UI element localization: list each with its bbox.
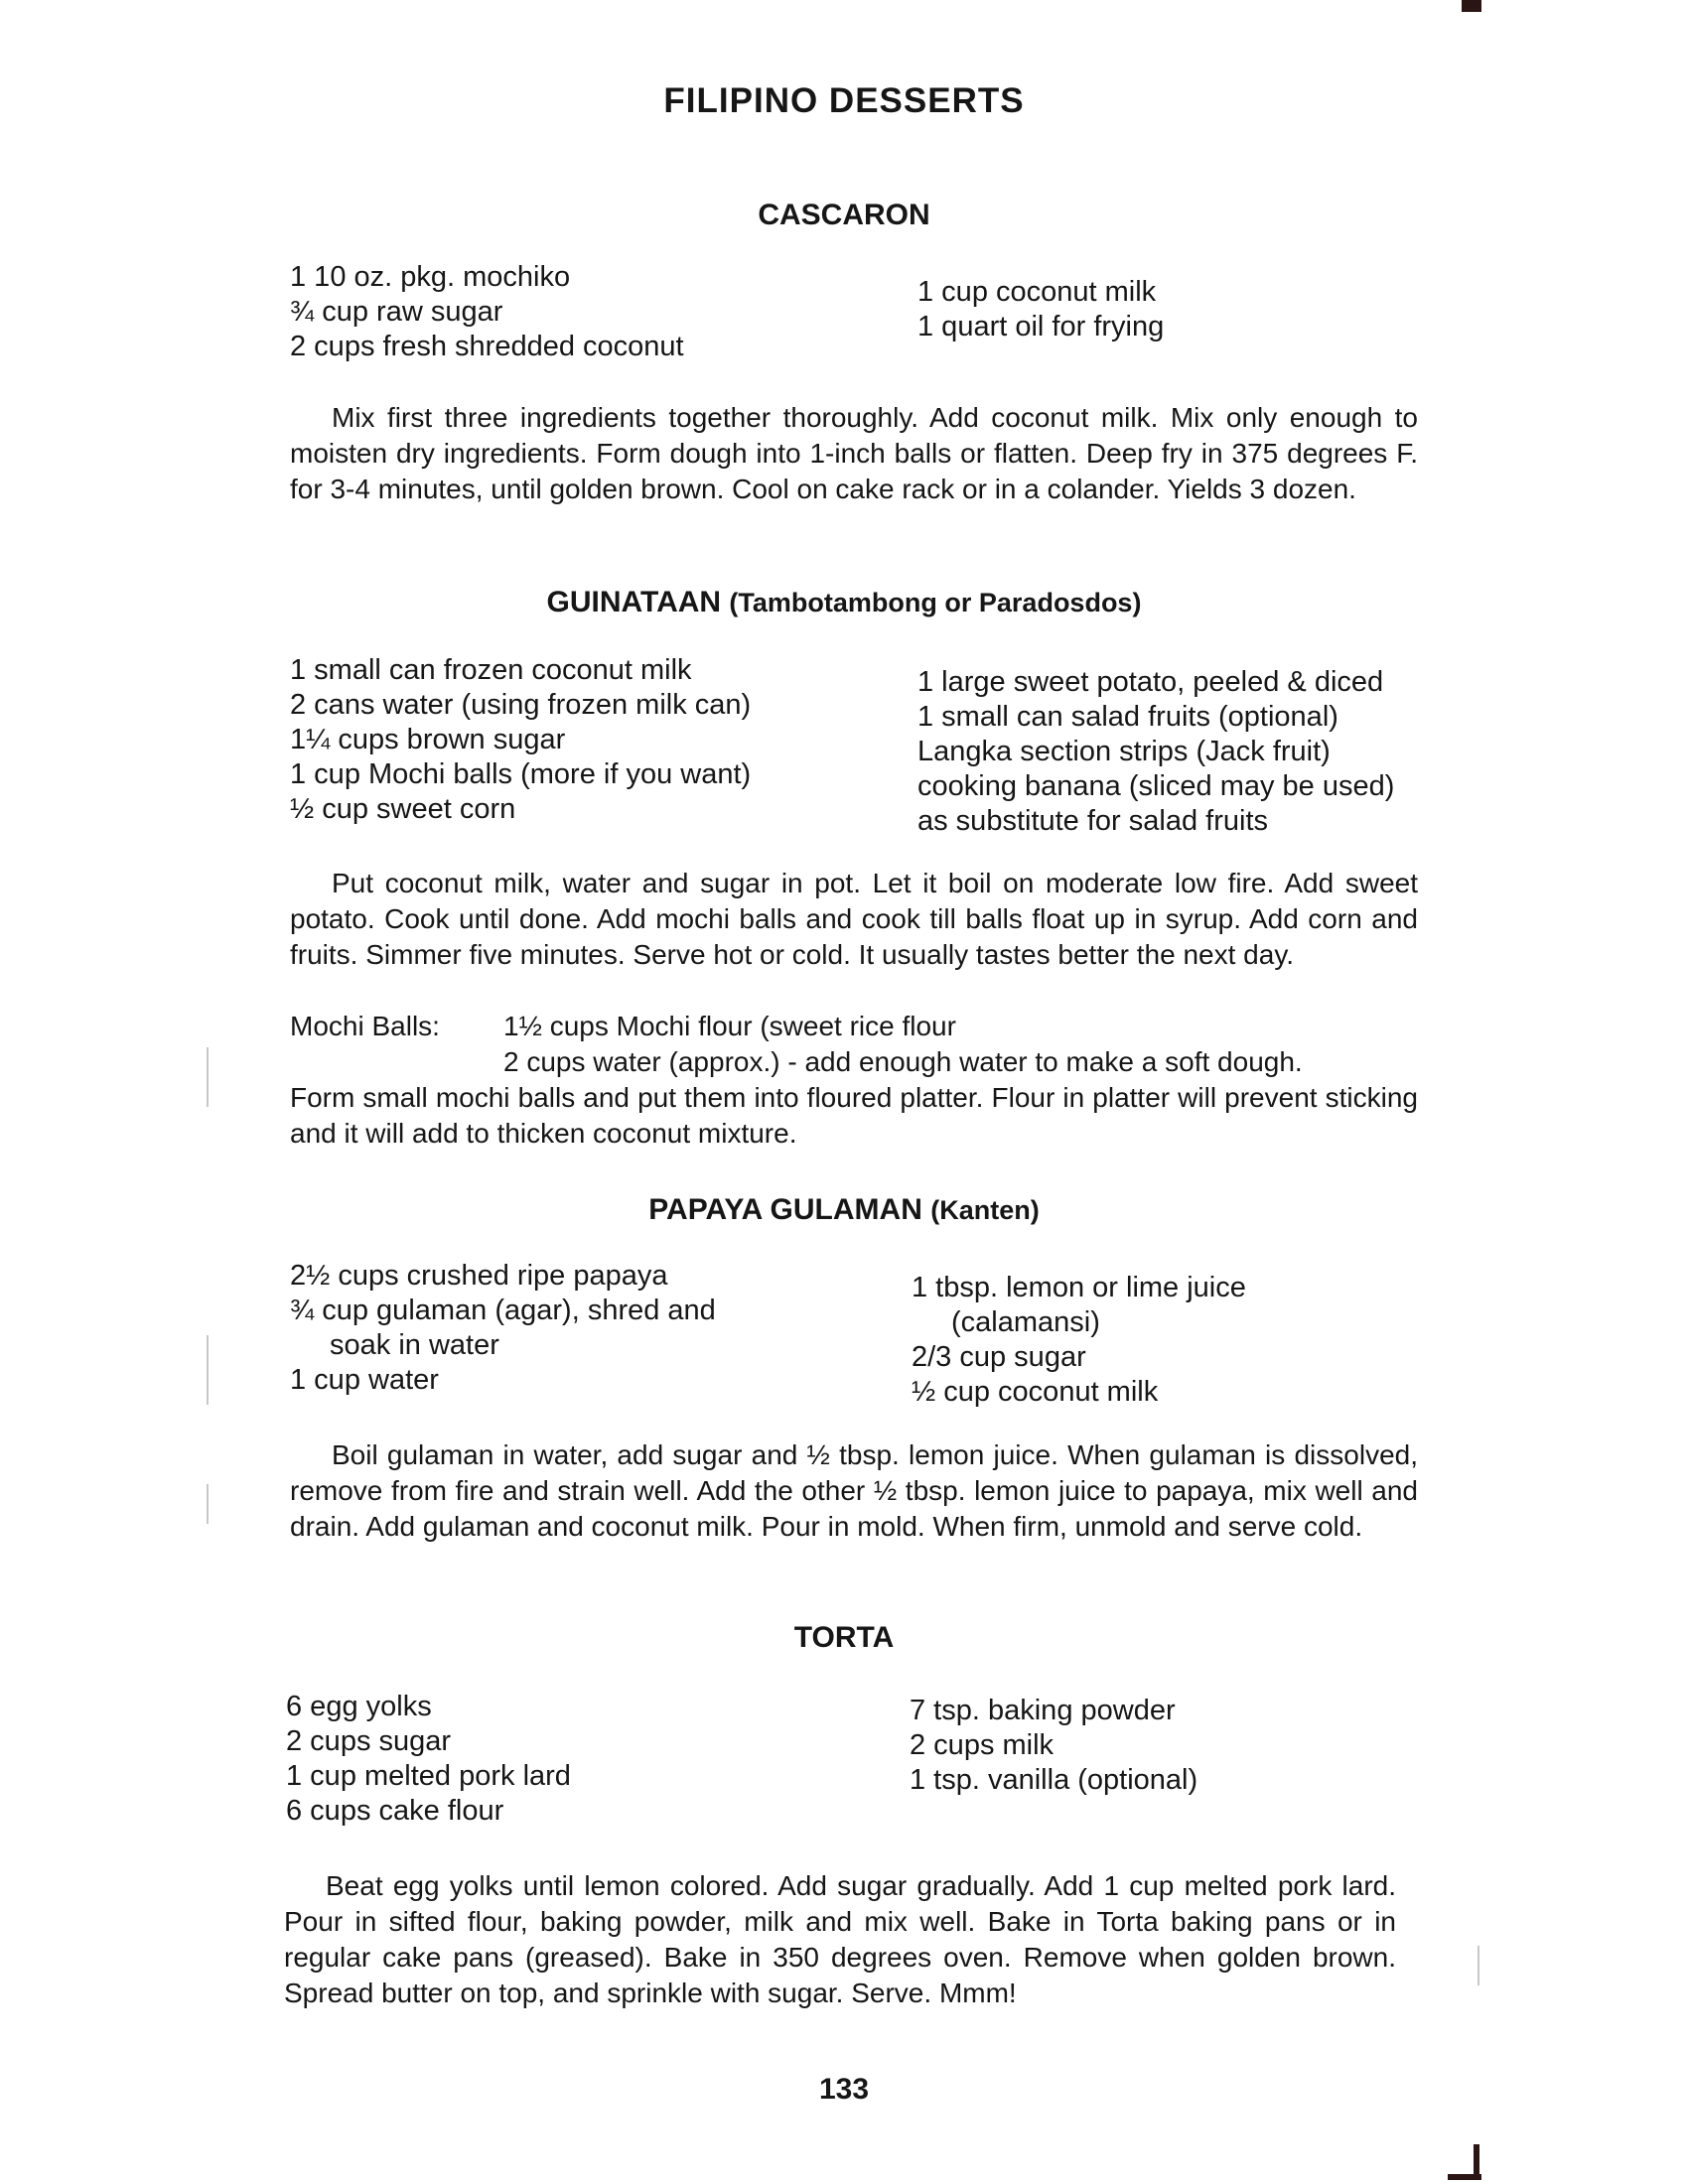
ingredient: 1 cup Mochi balls (more if you want) <box>290 758 752 790</box>
ingredient: 1¼ cups brown sugar <box>290 724 566 755</box>
scan-edge-mark <box>207 1335 209 1405</box>
ingredient: cooking banana (sliced may be used) <box>917 770 1395 802</box>
ingredient: ¾ cup gulaman (agar), shred and <box>290 1295 716 1326</box>
scan-edge-mark <box>207 1484 209 1524</box>
ingredient: ½ cup coconut milk <box>912 1376 1159 1408</box>
ingredient: 1 quart oil for frying <box>917 311 1165 342</box>
papaya-ingredients-left <box>290 1259 716 1398</box>
mochi-balls-line1: 1½ cups Mochi flour (sweet rice flour <box>503 1011 956 1041</box>
ingredient: ¾ cup raw sugar <box>290 296 503 328</box>
papaya-ingredients-right <box>912 1271 1246 1410</box>
ingredient: 2 cups sugar <box>286 1725 452 1757</box>
recipe-title-cascaron: CASCARON <box>758 199 930 231</box>
torta-ingredients-left <box>286 1690 571 1829</box>
ingredient: 6 cups cake flour <box>286 1795 504 1827</box>
ingredient: as substitute for salad fruits <box>917 805 1268 837</box>
ingredient: 1 small can salad fruits (optional) <box>917 701 1338 733</box>
ingredient: ½ cup sweet corn <box>290 793 516 825</box>
mochi-balls-label: Mochi Balls: <box>290 1011 440 1041</box>
ingredient: 2/3 cup sugar <box>912 1341 1086 1373</box>
mochi-balls-note <box>290 1009 1418 1152</box>
papaya-directions: Boil gulaman in water, add sugar and ½ tbsp. lemon juice. When gulaman is dissolved, remove from fire and strain well. Add the other ½ tbsp. lemon juice to papaya, mix well and drain. Add gulaman and coconut milk. Pour in mold. When firm, unmold and serve cold. <box>290 1439 1418 1542</box>
recipe-title-text: PAPAYA GULAMAN <box>648 1193 922 1226</box>
ingredient: 1 small can frozen coconut milk <box>290 654 692 686</box>
ingredient: 2 cups fresh shredded coconut <box>290 331 684 362</box>
recipe-title-torta: TORTA <box>793 1621 895 1654</box>
scan-corner-mark <box>1474 2144 1479 2178</box>
ingredient: 1 cup water <box>290 1364 439 1396</box>
scan-corner-mark <box>1462 0 1481 12</box>
cascaron-directions: Mix first three ingredients together thoroughly. Add coconut milk. Mix only enough to moisten dry ingredients. Form dough into 1-inch balls or flatten. Deep fry in 375 degrees F. for 3-4 minutes, until golden brown. Cool on cake rack or in a colander. Yields 3 dozen. <box>290 402 1418 504</box>
ingredient: 1 large sweet potato, peeled & diced <box>917 666 1384 698</box>
scan-edge-mark <box>1477 1946 1479 1985</box>
scan-edge-mark <box>207 1047 209 1107</box>
ingredient: (calamansi) <box>951 1306 1100 1338</box>
page-number: 133 <box>818 2073 870 2106</box>
ingredient: 2½ cups crushed ripe papaya <box>290 1260 668 1292</box>
torta-ingredients-right <box>910 1694 1197 1798</box>
recipe-title-papaya-gulaman <box>0 1193 1688 1227</box>
recipe-title-text: GUINATAAN <box>546 586 722 618</box>
mochi-balls-instructions: Form small mochi balls and put them into floured platter. Flour in platter will prevent sticking and it will add to thicken coconut mixture. <box>290 1082 1418 1149</box>
ingredient: 1 cup melted pork lard <box>286 1760 571 1792</box>
mochi-balls-line2: 2 cups water (approx.) - add enough water to make a soft dough. <box>503 1046 1303 1077</box>
guinataan-ingredients-right <box>917 665 1394 839</box>
ingredient: 2 cups milk <box>910 1729 1055 1761</box>
cascaron-ingredients-right <box>917 275 1164 344</box>
ingredient: 7 tsp. baking powder <box>910 1695 1176 1726</box>
ingredient: 1 tsp. vanilla (optional) <box>910 1764 1198 1796</box>
ingredient: 2 cans water (using frozen milk can) <box>290 689 752 721</box>
torta-directions: Beat egg yolks until lemon colored. Add sugar gradually. Add 1 cup melted pork lard. Pour in sifted flour, baking powder, milk and mix well. Bake in Torta baking pans or in regular cake pans (greased). Bake in 350 degrees oven. Remove when golden brown. Spread butter on top, and sprinkle with sugar. Serve. Mmm! <box>284 1870 1396 2008</box>
ingredient: Langka section strips (Jack fruit) <box>917 736 1331 767</box>
guinataan-directions: Put coconut milk, water and sugar in pot. Let it boil on moderate low fire. Add sweet potato. Cook until done. Add mochi balls and cook till balls float up in syrup. Add corn and fruits. Simmer five minutes. Serve hot or cold. It usually tastes better the next day. <box>290 868 1418 970</box>
recipe-title-guinataan <box>0 586 1688 619</box>
ingredient: soak in water <box>330 1329 499 1361</box>
recipe-subtitle: (Kanten) <box>930 1195 1040 1225</box>
guinataan-ingredients-left <box>290 653 751 827</box>
cascaron-ingredients-left <box>290 260 684 364</box>
page-title: FILIPINO DESSERTS <box>663 81 1025 120</box>
ingredient: 6 egg yolks <box>286 1691 432 1722</box>
ingredient: 1 10 oz. pkg. mochiko <box>290 261 571 293</box>
recipe-subtitle: (Tambotambong or Paradosdos) <box>729 588 1142 617</box>
ingredient: 1 cup coconut milk <box>917 276 1157 308</box>
ingredient: 1 tbsp. lemon or lime juice <box>912 1272 1246 1303</box>
